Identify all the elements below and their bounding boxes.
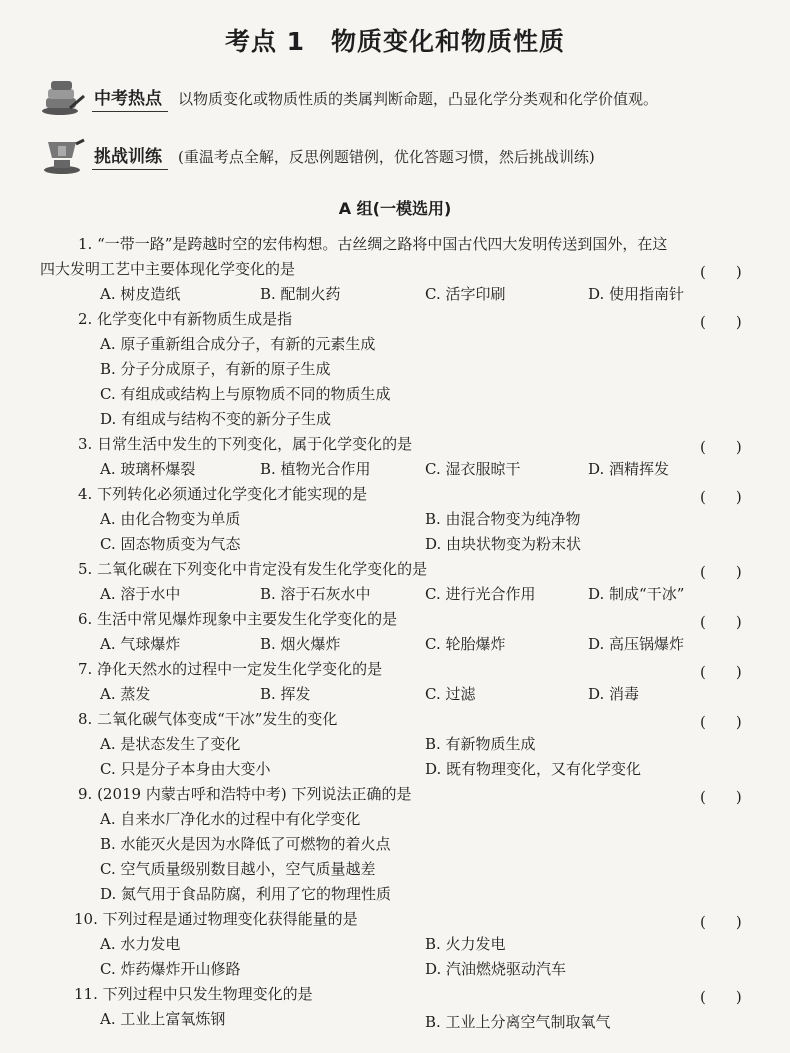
q7-option-c: C. 过滤 bbox=[425, 685, 476, 703]
q3-answer-blank: ( ) bbox=[700, 438, 742, 456]
q7-stem: 7. 净化天然水的过程中一定发生化学变化的是 bbox=[78, 660, 383, 678]
training-description: (重温考点全解，反思例题错例，优化答题习惯，然后挑战训练) bbox=[178, 147, 595, 166]
q4-answer-blank: ( ) bbox=[700, 488, 742, 506]
q4-stem: 4. 下列转化必须通过化学变化才能实现的是 bbox=[78, 485, 368, 503]
topic-title: 物质变化和物质性质 bbox=[331, 27, 566, 56]
q6-stem: 6. 生活中常见爆炸现象中主要发生化学变化的是 bbox=[78, 610, 398, 628]
books-icon bbox=[40, 78, 86, 118]
q6-option-b: B. 烟火爆炸 bbox=[260, 635, 341, 653]
topic-number: 考点 1 bbox=[224, 27, 306, 56]
q2-option-d: D. 有组成与结构不变的新分子生成 bbox=[100, 410, 332, 428]
q5-stem: 5. 二氧化碳在下列变化中肯定没有发生化学变化的是 bbox=[78, 560, 428, 578]
q9-stem: 9. (2019 内蒙古呼和浩特中考) 下列说法正确的是 bbox=[78, 785, 412, 803]
q11-option-a: A. 工业上富氧炼钢 bbox=[100, 1010, 226, 1028]
q5-option-d: D. 制成“干冰” bbox=[588, 585, 685, 603]
q6-option-d: D. 高压锅爆炸 bbox=[588, 635, 685, 653]
q2-answer-blank: ( ) bbox=[700, 313, 742, 331]
q3-option-c: C. 湿衣服晾干 bbox=[425, 460, 521, 478]
q9-answer-blank: ( ) bbox=[700, 788, 742, 806]
q4-option-b: B. 由混合物变为纯净物 bbox=[425, 510, 581, 528]
q1-option-c: C. 活字印刷 bbox=[425, 285, 506, 303]
q4-option-c: C. 固态物质变为气态 bbox=[100, 535, 241, 553]
hotspot-banner bbox=[40, 78, 658, 118]
q10-stem: 10. 下列过程是通过物理变化获得能量的是 bbox=[74, 910, 358, 928]
q1-option-b: B. 配制火药 bbox=[260, 285, 341, 303]
q2-option-c: C. 有组成或结构上与原物质不同的物质生成 bbox=[100, 385, 391, 403]
q9-option-d: D. 氮气用于食品防腐，利用了它的物理性质 bbox=[100, 885, 392, 903]
q2-option-a: A. 原子重新组合成分子，有新的元素生成 bbox=[100, 335, 376, 353]
q3-option-a: A. 玻璃杯爆裂 bbox=[100, 460, 196, 478]
q10-answer-blank: ( ) bbox=[700, 913, 742, 931]
q6-answer-blank: ( ) bbox=[700, 613, 742, 631]
q8-option-b: B. 有新物质生成 bbox=[425, 735, 536, 753]
q4-option-a: A. 由化合物变为单质 bbox=[100, 510, 241, 528]
q7-option-a: A. 蒸发 bbox=[100, 685, 151, 703]
q10-option-d: D. 汽油燃烧驱动汽车 bbox=[425, 960, 567, 978]
q3-option-d: D. 酒精挥发 bbox=[588, 460, 670, 478]
q5-option-b: B. 溶于石灰水中 bbox=[260, 585, 371, 603]
trophy-icon bbox=[40, 136, 86, 176]
q9-option-b: B. 水能灭火是因为水降低了可燃物的着火点 bbox=[100, 835, 391, 853]
hotspot-description: 以物质变化或物质性质的类属判断命题，凸显化学分类观和化学价值观。 bbox=[178, 89, 659, 108]
q3-option-b: B. 植物光合作用 bbox=[260, 460, 371, 478]
q5-option-a: A. 溶于水中 bbox=[100, 585, 181, 603]
q11-answer-blank: ( ) bbox=[700, 988, 742, 1006]
q7-option-b: B. 挥发 bbox=[260, 685, 311, 703]
page-title bbox=[0, 22, 790, 58]
q8-answer-blank: ( ) bbox=[700, 713, 742, 731]
q6-option-c: C. 轮胎爆炸 bbox=[425, 635, 506, 653]
q1-answer-blank: ( ) bbox=[700, 263, 742, 281]
q10-option-b: B. 火力发电 bbox=[425, 935, 506, 953]
q5-option-c: C. 进行光合作用 bbox=[425, 585, 536, 603]
group-title: A 组(一模选用) bbox=[338, 199, 452, 218]
hotspot-label: 中考热点 bbox=[92, 84, 168, 112]
q11-stem: 11. 下列过程中只发生物理变化的是 bbox=[74, 985, 313, 1003]
q8-option-c: C. 只是分子本身由大变小 bbox=[100, 760, 271, 778]
q3-stem: 3. 日常生活中发生的下列变化，属于化学变化的是 bbox=[78, 435, 413, 453]
q7-option-d: D. 消毒 bbox=[588, 685, 640, 703]
q2-option-b: B. 分子分成原子，有新的原子生成 bbox=[100, 360, 331, 378]
q10-option-a: A. 水力发电 bbox=[100, 935, 181, 953]
training-banner bbox=[40, 136, 595, 176]
q1-option-a: A. 树皮造纸 bbox=[100, 285, 181, 303]
q8-stem: 8. 二氧化碳气体变成“干冰”发生的变化 bbox=[78, 710, 338, 728]
training-label: 挑战训练 bbox=[92, 142, 168, 170]
q9-option-c: C. 空气质量级别数目越小，空气质量越差 bbox=[100, 860, 376, 878]
q6-option-a: A. 气球爆炸 bbox=[100, 635, 181, 653]
q4-option-d: D. 由块状物变为粉末状 bbox=[425, 535, 582, 553]
q1-option-d: D. 使用指南针 bbox=[588, 285, 685, 303]
q8-option-a: A. 是状态发生了变化 bbox=[100, 735, 241, 753]
q1-line1: 1. “一带一路”是跨越时空的宏伟构想。古丝绸之路将中国古代四大发明传送到国外，在这 bbox=[78, 235, 668, 253]
q2-stem: 2. 化学变化中有新物质生成是指 bbox=[78, 310, 293, 328]
q1-line2: 四大发明工艺中主要体现化学变化的是 bbox=[40, 260, 296, 278]
q9-option-a: A. 自来水厂净化水的过程中有化学变化 bbox=[100, 810, 361, 828]
q11-option-b: B. 工业上分离空气制取氧气 bbox=[425, 1013, 611, 1031]
q10-option-c: C. 炸药爆炸开山修路 bbox=[100, 960, 241, 978]
q7-answer-blank: ( ) bbox=[700, 663, 742, 681]
q5-answer-blank: ( ) bbox=[700, 563, 742, 581]
q8-option-d: D. 既有物理变化，又有化学变化 bbox=[425, 760, 642, 778]
